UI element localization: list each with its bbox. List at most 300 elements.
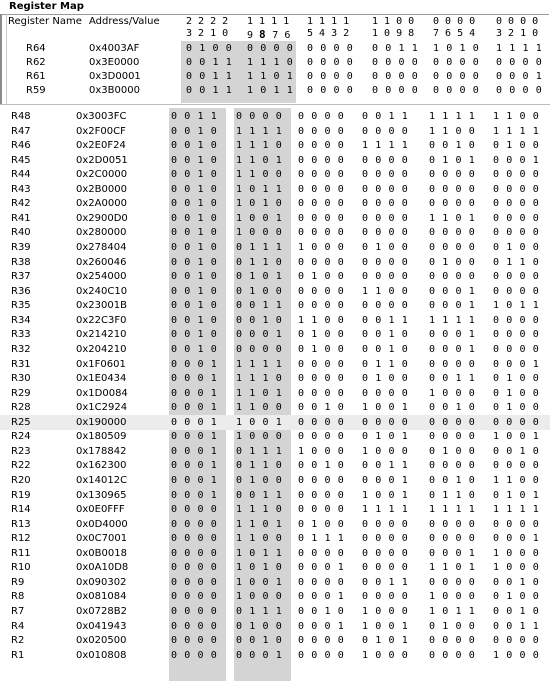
bit-group-4: 0 0 0 1	[429, 300, 476, 311]
bit-group-3: 0 0 0 0	[362, 519, 409, 530]
bit-group-2: 0 0 0 0	[298, 388, 345, 399]
bit-group-0: 0 0 1 0	[171, 213, 218, 224]
bit-group-5: 0 0 0 0	[493, 198, 540, 209]
bit-group-3: 0 0 0 0	[362, 213, 409, 224]
register-name: R44	[11, 169, 31, 180]
table-row[interactable]	[0, 241, 550, 255]
register-name: R31	[11, 359, 31, 370]
register-name: R25	[11, 417, 31, 428]
bit-group-4: 0 0 0 1	[429, 344, 476, 355]
register-name: R2	[11, 635, 25, 646]
bit-group-5: 0 1 0 1	[493, 490, 540, 501]
table-row[interactable]	[0, 445, 550, 459]
register-name: R30	[11, 373, 31, 384]
table-row[interactable]	[0, 56, 550, 70]
register-name: R47	[11, 126, 31, 137]
bit-group-2: 0 0 0 0	[298, 140, 345, 151]
table-row[interactable]	[0, 270, 550, 284]
table-row[interactable]	[0, 605, 550, 619]
table-row[interactable]	[0, 518, 550, 532]
bit-group-0: 0 0 1 0	[171, 286, 218, 297]
bit-group-0: 0 0 1 0	[171, 198, 218, 209]
bit-group-0: 0 0 0 1	[171, 373, 218, 384]
register-name: R7	[11, 606, 25, 617]
bit-group-3: 0 0 1 1	[362, 111, 409, 122]
bit-header-top-5: 0 0 0 0	[496, 16, 539, 27]
bit-group-3: 0 0 1 1	[362, 315, 409, 326]
bit-group-5: 0 0 0 0	[493, 460, 540, 471]
bit-group-1: 1 0 1 1	[236, 184, 283, 195]
bit-group-4: 0 0 0 0	[429, 635, 476, 646]
table-row[interactable]	[0, 212, 550, 226]
bit-group-4: 0 0 0 0	[429, 359, 476, 370]
register-value: 0x4003AF	[89, 43, 140, 54]
bit-group-5: 0 1 0 0	[493, 242, 540, 253]
bit-group-5: 0 0 0 1	[496, 71, 543, 82]
bit-group-1: 1 1 0 0	[236, 533, 283, 544]
bit-group-0: 0 0 1 0	[171, 169, 218, 180]
register-name: R35	[11, 300, 31, 311]
bit-header-top-1: 1 1 1 1	[247, 16, 290, 27]
bit-group-2: 0 1 0 0	[298, 344, 345, 355]
bit-group-5: 0 0 0 0	[493, 344, 540, 355]
register-name: R43	[11, 184, 31, 195]
bit-group-0: 0 0 1 0	[171, 242, 218, 253]
bit-group-0: 0 0 0 1	[171, 460, 218, 471]
bit-group-3: 0 0 1 0	[362, 344, 409, 355]
register-value: 0x081084	[76, 591, 127, 602]
register-name: R45	[11, 155, 31, 166]
page-title: Register Map	[9, 1, 84, 12]
register-value: 0x180509	[76, 431, 127, 442]
bit-group-0: 0 0 1 0	[171, 227, 218, 238]
bit-group-4: 0 0 0 0	[429, 577, 476, 588]
bit-group-3: 0 0 0 0	[362, 126, 409, 137]
bit-group-5: 0 0 0 0	[493, 329, 540, 340]
bit-group-4: 1 1 1 1	[429, 111, 476, 122]
bit-group-3: 0 0 0 0	[362, 300, 409, 311]
table-row[interactable]	[0, 561, 550, 575]
bit-group-4: 0 0 0 0	[429, 242, 476, 253]
bit-group-2: 0 0 0 0	[298, 373, 345, 384]
bit-group-1: 1 1 1 0	[236, 140, 283, 151]
table-row[interactable]	[0, 532, 550, 546]
bit-group-0: 0 0 0 0	[171, 533, 218, 544]
bit-group-3: 0 0 1 1	[362, 577, 409, 588]
bit-group-4: 1 1 0 1	[429, 562, 476, 573]
table-row[interactable]	[0, 489, 550, 503]
bit-group-5: 0 0 1 0	[493, 577, 540, 588]
bit-group-5: 1 1 0 0	[493, 475, 540, 486]
bit-group-3: 1 0 0 0	[362, 650, 409, 661]
register-value: 0x1D0084	[76, 388, 128, 399]
register-name: R14	[11, 504, 31, 515]
bit-group-2: 0 0 0 0	[298, 475, 345, 486]
register-name: R34	[11, 315, 31, 326]
bit-group-4: 0 0 0 0	[429, 184, 476, 195]
register-value: 0x162300	[76, 460, 127, 471]
bit-group-2: 1 0 0 0	[298, 242, 345, 253]
bit-group-4: 1 0 0 0	[429, 388, 476, 399]
bit-group-3: 0 0 0 0	[362, 227, 409, 238]
bit-group-1: 0 1 1 1	[236, 446, 283, 457]
table-row[interactable]	[0, 401, 550, 415]
bit-header-top-3: 1 1 0 0	[372, 16, 415, 27]
bit-group-2: 0 0 0 0	[298, 359, 345, 370]
bit-group-3: 0 0 0 0	[372, 57, 419, 68]
bit-group-2: 0 0 0 0	[298, 300, 345, 311]
bit-group-3: 0 0 0 0	[362, 169, 409, 180]
bit-group-2: 0 0 0 0	[298, 504, 345, 515]
bit-group-3: 0 0 0 0	[362, 591, 409, 602]
bit-group-5: 0 0 0 0	[493, 271, 540, 282]
bit-group-4: 0 0 0 0	[433, 85, 480, 96]
table-row[interactable]	[0, 70, 550, 84]
bit-group-1: 0 0 0 1	[236, 650, 283, 661]
bit-group-0: 0 0 0 1	[171, 431, 218, 442]
table-row[interactable]	[0, 634, 550, 648]
bit-group-1: 0 0 1 1	[236, 300, 283, 311]
bit-group-2: 0 0 0 1	[298, 562, 345, 573]
table-row[interactable]	[0, 110, 550, 124]
register-name: R4	[11, 621, 25, 632]
register-value: 0x020500	[76, 635, 127, 646]
register-value: 0x2C0000	[76, 169, 128, 180]
bit-group-5: 0 0 0 0	[493, 635, 540, 646]
register-name: R11	[11, 548, 31, 559]
table-row[interactable]	[0, 125, 550, 139]
bit-group-2: 0 1 0 0	[298, 519, 345, 530]
table-row[interactable]	[0, 576, 550, 590]
bit-group-4: 0 0 0 0	[429, 271, 476, 282]
register-name: R41	[11, 213, 31, 224]
bit-group-5: 0 0 0 0	[493, 417, 540, 428]
bit-group-3: 1 0 0 1	[362, 621, 409, 632]
bit-group-2: 0 0 0 0	[298, 184, 345, 195]
bit-group-1: 1 1 0 1	[247, 71, 294, 82]
table-row[interactable]	[0, 387, 550, 401]
bit-group-3: 0 0 0 1	[362, 475, 409, 486]
bit-group-4: 0 1 1 0	[429, 490, 476, 501]
bit-group-0: 0 0 0 0	[171, 562, 218, 573]
bit-group-3: 0 1 0 1	[362, 635, 409, 646]
bit-group-5: 1 0 0 0	[493, 548, 540, 559]
bit-group-5: 0 1 1 0	[493, 257, 540, 268]
bit-group-2: 0 0 0 0	[298, 169, 345, 180]
register-name: R10	[11, 562, 31, 573]
bit-header-top-4: 0 0 0 0	[433, 16, 476, 27]
bit-group-5: 0 0 0 0	[493, 227, 540, 238]
table-row[interactable]	[0, 590, 550, 604]
register-value: 0x2D0051	[76, 155, 128, 166]
register-value: 0x178842	[76, 446, 127, 457]
bit-group-3: 0 0 0 0	[362, 562, 409, 573]
bit-group-5: 0 0 0 1	[493, 359, 540, 370]
bit-group-5: 0 1 0 0	[493, 388, 540, 399]
table-row[interactable]	[0, 459, 550, 473]
bit-group-4: 1 0 0 0	[429, 591, 476, 602]
table-row[interactable]	[0, 299, 550, 313]
bit-group-4: 0 0 0 0	[429, 533, 476, 544]
bit-group-0: 0 0 0 0	[171, 621, 218, 632]
bit-group-1: 0 0 0 1	[236, 329, 283, 340]
bit-group-1: 1 0 0 0	[236, 591, 283, 602]
bit-group-2: 0 0 0 0	[307, 85, 354, 96]
bit-group-0: 0 0 1 1	[171, 111, 218, 122]
bit-group-3: 0 0 0 0	[362, 417, 409, 428]
bit-group-5: 0 0 0 0	[493, 519, 540, 530]
bit-group-1: 1 1 1 1	[236, 126, 283, 137]
bit-group-2: 0 0 0 1	[298, 621, 345, 632]
bit-group-1: 0 1 1 1	[236, 606, 283, 617]
bit-group-1: 0 0 1 0	[236, 635, 283, 646]
register-name: R64	[26, 43, 46, 54]
register-value: 0x278404	[76, 242, 127, 253]
register-name: R61	[26, 71, 46, 82]
register-value: 0x1C2924	[76, 402, 128, 413]
bit-group-2: 0 0 0 0	[298, 635, 345, 646]
table-row[interactable]	[0, 285, 550, 299]
bit-group-0: 0 0 0 1	[171, 475, 218, 486]
title-bar	[0, 0, 549, 15]
register-name: R39	[11, 242, 31, 253]
bit-group-1: 1 0 0 1	[236, 577, 283, 588]
bit-group-5: 0 0 1 0	[493, 606, 540, 617]
register-name: R8	[11, 591, 25, 602]
register-value: 0x3D0001	[89, 71, 141, 82]
bit-group-1: 1 0 1 1	[247, 85, 294, 96]
bit-group-2: 0 0 1 0	[298, 606, 345, 617]
bit-group-0: 0 0 1 1	[186, 71, 233, 82]
bit-group-2: 0 0 0 0	[298, 227, 345, 238]
bit-group-3: 0 0 1 0	[362, 329, 409, 340]
bit-group-2: 0 0 0 0	[298, 198, 345, 209]
bit-group-5: 1 1 1 1	[493, 504, 540, 515]
register-value: 0x0D4000	[76, 519, 128, 530]
bit-group-4: 1 1 1 1	[429, 504, 476, 515]
register-name: R29	[11, 388, 31, 399]
bit-group-1: 1 0 0 0	[236, 227, 283, 238]
register-value: 0x041943	[76, 621, 127, 632]
bit-group-1: 1 1 0 0	[236, 169, 283, 180]
register-value: 0x010808	[76, 650, 127, 661]
bit-group-1: 0 1 0 0	[236, 621, 283, 632]
bit-header-bottom-4: 7 6 5 4	[433, 28, 476, 39]
bit-group-5: 0 0 0 1	[493, 533, 540, 544]
register-value: 0x0C7001	[76, 533, 128, 544]
table-row[interactable]	[0, 168, 550, 182]
bit-group-3: 0 1 0 0	[362, 242, 409, 253]
table-row[interactable]	[0, 358, 550, 372]
bit-group-5: 0 0 0 0	[493, 184, 540, 195]
bit-group-5: 0 0 1 0	[493, 446, 540, 457]
bit-group-4: 1 1 0 0	[429, 126, 476, 137]
bit-group-0: 0 0 1 0	[171, 315, 218, 326]
register-value: 0x3003FC	[76, 111, 127, 122]
table-row[interactable]	[0, 139, 550, 153]
table-row[interactable]	[0, 328, 550, 342]
bit-group-1: 1 1 1 1	[236, 359, 283, 370]
register-value: 0x090302	[76, 577, 127, 588]
bit-group-5: 0 1 0 0	[493, 402, 540, 413]
bit-group-1: 1 1 0 1	[236, 155, 283, 166]
bit-group-2: 0 0 0 0	[298, 213, 345, 224]
register-value: 0x2E0F24	[76, 140, 126, 151]
bit-group-1: 1 0 0 0	[236, 431, 283, 442]
register-name: R9	[11, 577, 25, 588]
bit-group-4: 0 0 0 0	[429, 519, 476, 530]
register-value: 0x0B0018	[76, 548, 127, 559]
bit-group-5: 1 1 1 1	[493, 126, 540, 137]
bit-group-0: 0 0 1 1	[186, 57, 233, 68]
table-row[interactable]	[0, 474, 550, 488]
bit-group-1: 0 1 0 1	[236, 271, 283, 282]
bit-group-3: 0 1 1 0	[362, 359, 409, 370]
bit-group-0: 0 0 1 0	[171, 329, 218, 340]
table-row[interactable]	[0, 416, 550, 430]
bit-group-0: 0 0 1 0	[171, 257, 218, 268]
register-name: R59	[26, 85, 46, 96]
bit-group-1: 1 1 0 0	[236, 402, 283, 413]
register-value: 0x14012C	[76, 475, 128, 486]
bit-group-5: 1 0 1 1	[493, 300, 540, 311]
register-name: R23	[11, 446, 31, 457]
bit-group-4: 0 0 0 0	[429, 198, 476, 209]
register-value: 0x260046	[76, 257, 127, 268]
bit-group-3: 0 0 0 0	[362, 257, 409, 268]
bit-group-0: 0 0 1 0	[171, 184, 218, 195]
bit-group-4: 0 0 0 0	[429, 460, 476, 471]
register-name: R38	[11, 257, 31, 268]
bit-group-4: 0 0 0 1	[429, 548, 476, 559]
bit-group-4: 0 0 0 1	[429, 329, 476, 340]
bit-group-4: 0 1 0 1	[429, 155, 476, 166]
register-value: 0x130965	[76, 490, 127, 501]
table-row[interactable]	[0, 372, 550, 386]
bit-group-2: 0 0 0 0	[298, 417, 345, 428]
bit-group-2: 0 1 1 1	[298, 533, 345, 544]
register-value: 0x2F00CF	[76, 126, 126, 137]
bit-group-0: 0 0 1 0	[171, 155, 218, 166]
bit-group-4: 0 1 0 0	[429, 621, 476, 632]
bit-group-1: 0 0 0 0	[236, 111, 283, 122]
section-divider	[0, 104, 550, 105]
bit-group-2: 0 0 1 0	[298, 460, 345, 471]
bit-group-1: 0 1 1 0	[236, 460, 283, 471]
bit-group-4: 0 0 0 1	[429, 286, 476, 297]
bit-group-0: 0 0 0 1	[171, 490, 218, 501]
bit-group-1: 1 0 0 1	[236, 417, 283, 428]
bit-group-1: 1 1 1 0	[247, 57, 294, 68]
bit-header-bottom-3: 1 0 9 8	[372, 28, 415, 39]
bit-group-0: 0 0 0 1	[171, 417, 218, 428]
bit-group-4: 0 0 0 0	[433, 57, 480, 68]
register-value: 0x0E0FFF	[76, 504, 125, 515]
bit-group-4: 0 0 0 0	[429, 431, 476, 442]
bit-group-4: 1 1 0 1	[429, 213, 476, 224]
table-row[interactable]	[0, 547, 550, 561]
table-row[interactable]	[0, 154, 550, 168]
bit-group-5: 0 0 0 0	[496, 85, 543, 96]
table-row[interactable]	[0, 343, 550, 357]
bit-group-5: 0 0 0 0	[493, 286, 540, 297]
bit-group-2: 1 0 0 0	[298, 446, 345, 457]
bit-group-4: 0 0 1 1	[429, 373, 476, 384]
bit-group-4: 0 0 0 0	[429, 169, 476, 180]
register-value: 0x190000	[76, 417, 127, 428]
bit-group-2: 1 1 0 0	[298, 315, 345, 326]
bit-group-5: 0 0 1 1	[493, 621, 540, 632]
table-row[interactable]	[0, 256, 550, 270]
bit-group-4: 0 0 1 0	[429, 402, 476, 413]
bit-group-4: 0 0 1 0	[429, 475, 476, 486]
bit-group-1: 1 1 1 0	[236, 373, 283, 384]
register-name: R37	[11, 271, 31, 282]
bit-group-2: 0 0 0 0	[298, 155, 345, 166]
bit-group-3: 1 0 0 0	[362, 606, 409, 617]
bit-group-3: 0 0 0 0	[362, 155, 409, 166]
bit-group-1: 0 1 0 0	[236, 475, 283, 486]
table-row[interactable]	[0, 649, 550, 663]
bit-group-2: 0 0 0 0	[298, 548, 345, 559]
bit-group-5: 0 0 0 1	[493, 155, 540, 166]
bit-group-3: 0 1 0 0	[362, 373, 409, 384]
bit-group-0: 0 0 1 0	[171, 300, 218, 311]
bit-group-1: 1 0 1 1	[236, 548, 283, 559]
table-row[interactable]	[0, 183, 550, 197]
table-row[interactable]	[0, 42, 550, 56]
bit-group-3: 1 0 0 0	[362, 446, 409, 457]
column-header-address-value: Address/Value	[89, 16, 160, 27]
bit-group-4: 1 0 1 1	[429, 606, 476, 617]
bit-group-5: 1 0 0 0	[493, 562, 540, 573]
bit-group-1: 1 0 0 1	[236, 213, 283, 224]
bit-group-3: 0 0 0 0	[372, 71, 419, 82]
register-value: 0x2A0000	[76, 198, 127, 209]
table-row[interactable]	[0, 620, 550, 634]
register-name: R42	[11, 198, 31, 209]
bit-group-1: 0 1 1 0	[236, 257, 283, 268]
bit-group-5: 0 1 0 0	[493, 591, 540, 602]
bit-group-1: 1 0 1 0	[236, 198, 283, 209]
bit-group-0: 0 0 0 0	[171, 504, 218, 515]
table-row[interactable]	[0, 503, 550, 517]
bit-group-4: 0 0 1 0	[429, 140, 476, 151]
register-value: 0x2B0000	[76, 184, 127, 195]
table-row[interactable]	[0, 314, 550, 328]
bit-group-3: 1 1 0 0	[362, 286, 409, 297]
table-row[interactable]	[0, 84, 550, 98]
bit-group-5: 0 0 0 0	[493, 213, 540, 224]
bit-group-0: 0 0 1 1	[186, 85, 233, 96]
bit-group-1: 0 0 0 0	[247, 43, 294, 54]
register-name: R1	[11, 650, 25, 661]
bit-header-top-2: 1 1 1 1	[307, 16, 350, 27]
bit-group-3: 0 0 0 0	[372, 85, 419, 96]
register-value: 0x240C10	[76, 286, 128, 297]
bit-group-1: 0 0 1 0	[236, 315, 283, 326]
table-row[interactable]	[0, 197, 550, 211]
register-name: R28	[11, 402, 31, 413]
register-value: 0x254000	[76, 271, 127, 282]
register-name: R12	[11, 533, 31, 544]
table-row[interactable]	[0, 430, 550, 444]
bit-group-4: 0 1 0 0	[429, 257, 476, 268]
table-row[interactable]	[0, 226, 550, 240]
bit-header-bottom-0: 3 2 1 0	[186, 28, 229, 39]
bit-group-5: 1 1 1 1	[496, 43, 543, 54]
bit-group-0: 0 0 1 0	[171, 271, 218, 282]
